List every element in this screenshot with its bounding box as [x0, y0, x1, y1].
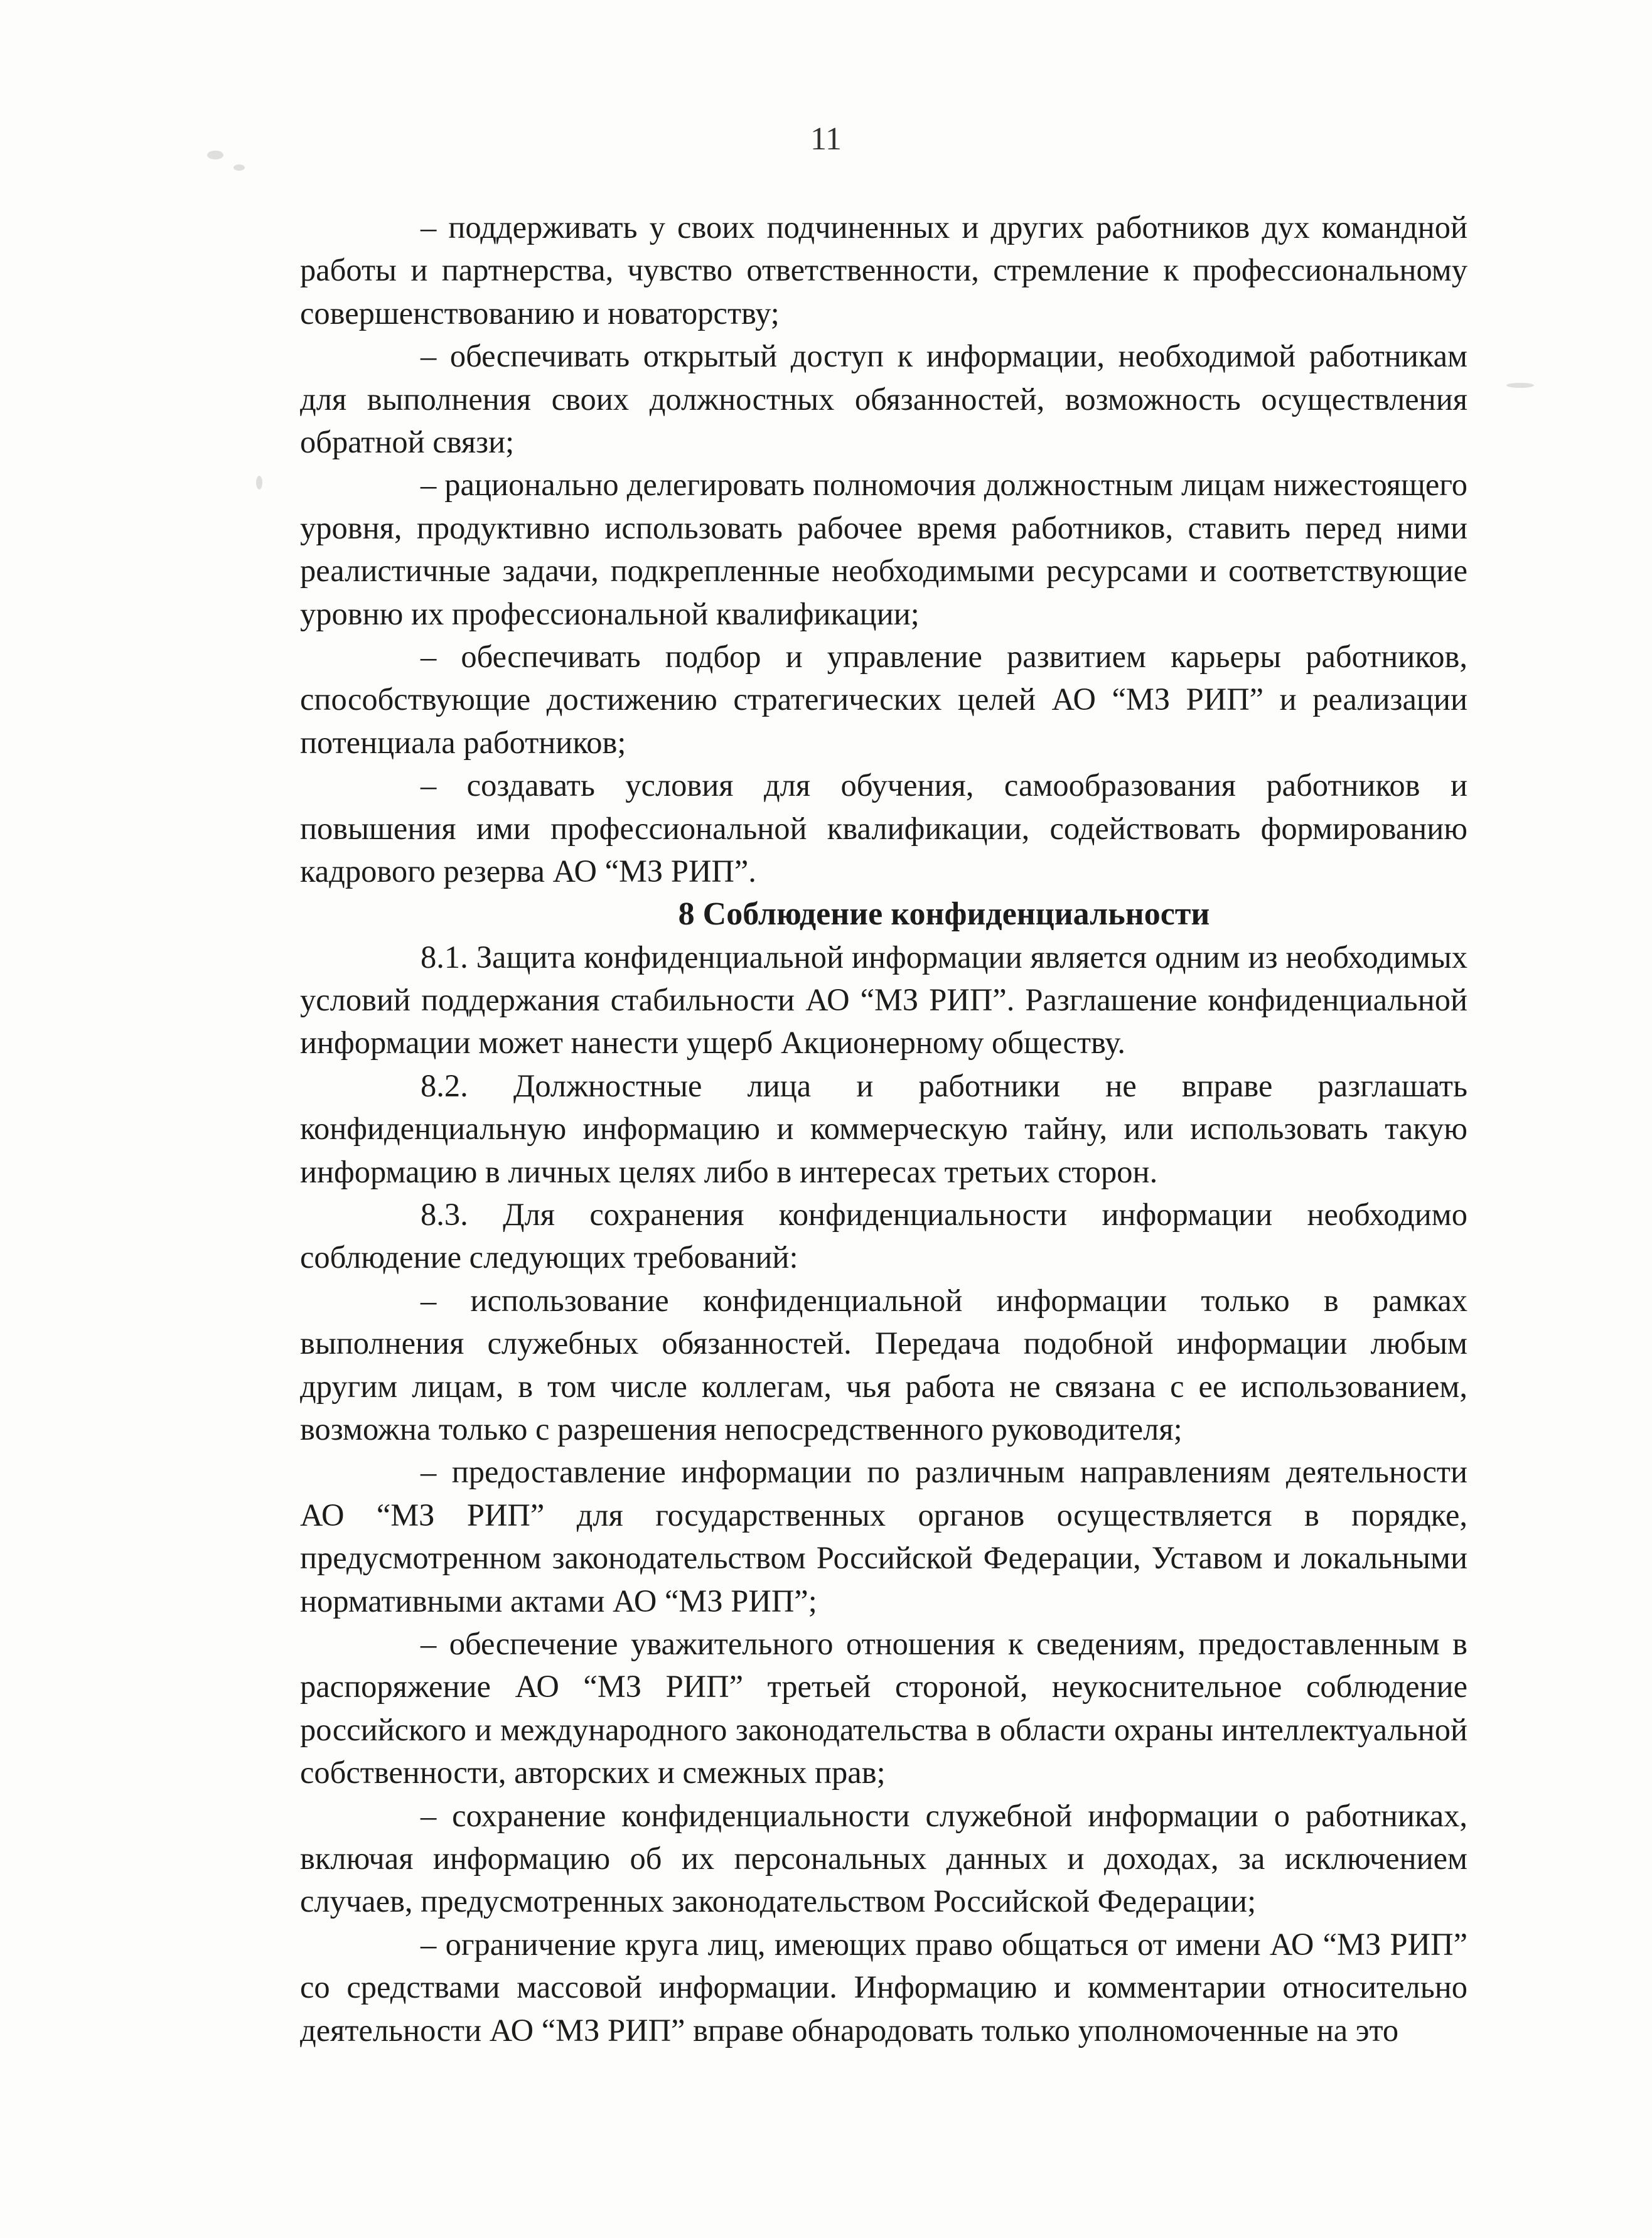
requirement-bullet: – использование конфиденциальной информации только в рамках выполнения служебных обязанностей. Передача подобной информации любым другим лицам, в том числе коллегам, чья работа не связана с ее использованием, возможна только с разрешения непосредственного руководителя; — [300, 1282, 1467, 1447]
scan-speck — [256, 476, 262, 490]
section-heading: 8 Соблюдение конфиденциальности — [678, 896, 1210, 932]
intro-bullet: – рационально делегировать полномочия должностным лицам нижестоящего уровня, продуктивно использовать рабочее время работников, ставить перед ними реалистичные задачи, подкрепленные необходимыми ресурсами и соответствующие уровню их профессиональной квалификации; — [300, 467, 1467, 631]
section-paragraph: 8.1. Защита конфиденциальной информации является одним из необходимых условий поддержания стабильности АО “МЗ РИП”. Разглашение конфиденциальной информации может нанести ущерб Акционерному обществу. — [300, 939, 1467, 1061]
intro-bullet: – создавать условия для обучения, самообразования работников и повышения ими профессиональной квалификации, содействовать формированию кадрового резерва АО “МЗ РИП”. — [300, 768, 1467, 889]
intro-bullet: – обеспечивать открытый доступ к информации, необходимой работникам для выполнения своих должностных обязанностей, возможность осуществления обратной связи; — [300, 338, 1467, 460]
intro-bullet: – поддерживать у своих подчиненных и других работников дух командной работы и партнерства, чувство ответственности, стремление к профессиональному совершенствованию и новаторству; — [300, 210, 1467, 331]
page-number: 11 — [810, 121, 842, 157]
intro-bullet: – обеспечивать подбор и управление развитием карьеры работников, способствующие достижению стратегических целей АО “МЗ РИП” и реализации потенциала работников; — [300, 639, 1467, 760]
requirement-bullet: – обеспечение уважительного отношения к сведениям, предоставленным в распоряжение АО “МЗ РИП” третьей стороной, неукоснительное соблюдение российского и международного законодательства в области охраны интеллектуальной собственности, авторских и смежных прав; — [300, 1626, 1467, 1791]
requirement-bullet: – сохранение конфиденциальности служебной информации о работниках, включая информацию об их персональных данных и доходах, за исключением случаев, предусмотренных законодательством Российской Федерации; — [300, 1797, 1467, 1919]
section-paragraph: 8.3. Для сохранения конфиденциальности информации необходимо соблюдение следующих требований: — [300, 1196, 1467, 1275]
scan-speck — [233, 164, 245, 171]
scan-speck — [1506, 383, 1534, 388]
document-body — [300, 206, 1467, 2052]
requirement-bullet: – предоставление информации по различным направлениям деятельности АО “МЗ РИП” для государственных органов осуществляется в порядке, предусмотренном законодательством Российской Федерации, Уставом и локальными нормативными актами АО “МЗ РИП”; — [300, 1454, 1467, 1619]
section-paragraph: 8.2. Должностные лица и работники не вправе разглашать конфиденциальную информацию и коммерческую тайну, или использовать такую информацию в личных целях либо в интересах третьих сторон. — [300, 1068, 1467, 1189]
requirement-bullet: – ограничение круга лиц, имеющих право общаться от имени АО “МЗ РИП” со средствами массовой информации. Информацию и комментарии относительно деятельности АО “МЗ РИП” вправе обнародовать только уполномоченные на это — [300, 1926, 1467, 2048]
